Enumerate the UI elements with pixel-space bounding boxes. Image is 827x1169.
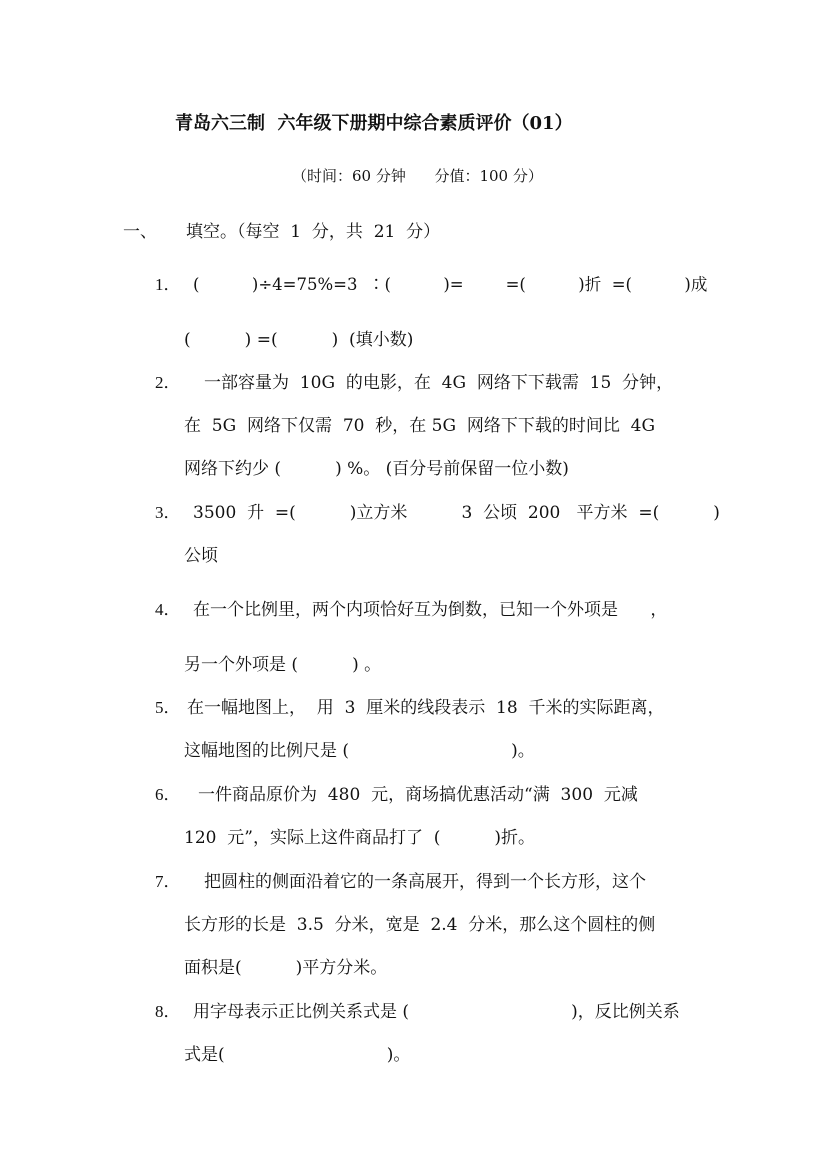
- section-heading: 填空。（每空 1 分，共 21 分）: [186, 222, 441, 242]
- question-line: 在 5G 网络下仅需 70 秒，在 5G 网络下下载的时间比 4G: [184, 416, 656, 436]
- question-number: 3．: [155, 503, 181, 522]
- question-number: 7．: [155, 872, 181, 891]
- question-line: 公顷: [184, 546, 218, 566]
- question-line: 一件商品原价为 480 元，商场搞优惠活动“满 300 元减: [198, 785, 638, 805]
- question-number: 2．: [155, 373, 181, 392]
- question-line: 一部容量为 10G 的电影，在 4G 网络下下载需 15 分钟，: [204, 373, 674, 393]
- section-number: 一、: [123, 222, 157, 242]
- question-line: 用字母表示正比例关系式是 ( )，反比例关系: [193, 1002, 680, 1022]
- question-line: 把圆柱的侧面沿着它的一条高展开，得到一个长方形，这个: [204, 872, 646, 892]
- question-number: 4．: [155, 600, 181, 619]
- question-line: 面积是( )平方分米。: [184, 958, 388, 978]
- question-number: 1．: [155, 275, 181, 294]
- question-line: ( ) =( ) (填小数): [184, 330, 414, 350]
- question-line: 另一个外项是 ( ) 。: [184, 655, 382, 675]
- page-title: 青岛六三制 六年级下册期中综合素质评价（01）: [175, 113, 573, 134]
- question-line: 在一幅地图上， 用 3 厘米的线段表示 18 千米的实际距离，: [187, 698, 665, 718]
- question-number: 8．: [155, 1002, 181, 1021]
- question-line: 式是( )。: [184, 1045, 411, 1065]
- exam-info: （时间：60 分钟 分值：100 分）: [292, 167, 543, 185]
- question-number: 6．: [155, 785, 181, 804]
- question-line: ( )÷4=75%=3 ∶( )= =( )折 =( )成: [193, 275, 708, 294]
- question-line: 这幅地图的比例尺是 ( )。: [184, 741, 535, 761]
- question-line: 3500 升 =( )立方米 3 公顷 200 平方米 =( ): [193, 503, 720, 523]
- question-line: 在一个比例里，两个内项恰好互为倒数，已知一个外项是 ，: [193, 600, 668, 620]
- question-line: 长方形的长是 3.5 分米，宽是 2.4 分米，那么这个圆柱的侧: [184, 915, 656, 935]
- question-number: 5．: [155, 698, 181, 717]
- question-line: 网络下约少 ( ) %。 (百分号前保留一位小数): [184, 459, 569, 479]
- question-line: 120 元”，实际上这件商品打了 ( )折。: [184, 828, 536, 848]
